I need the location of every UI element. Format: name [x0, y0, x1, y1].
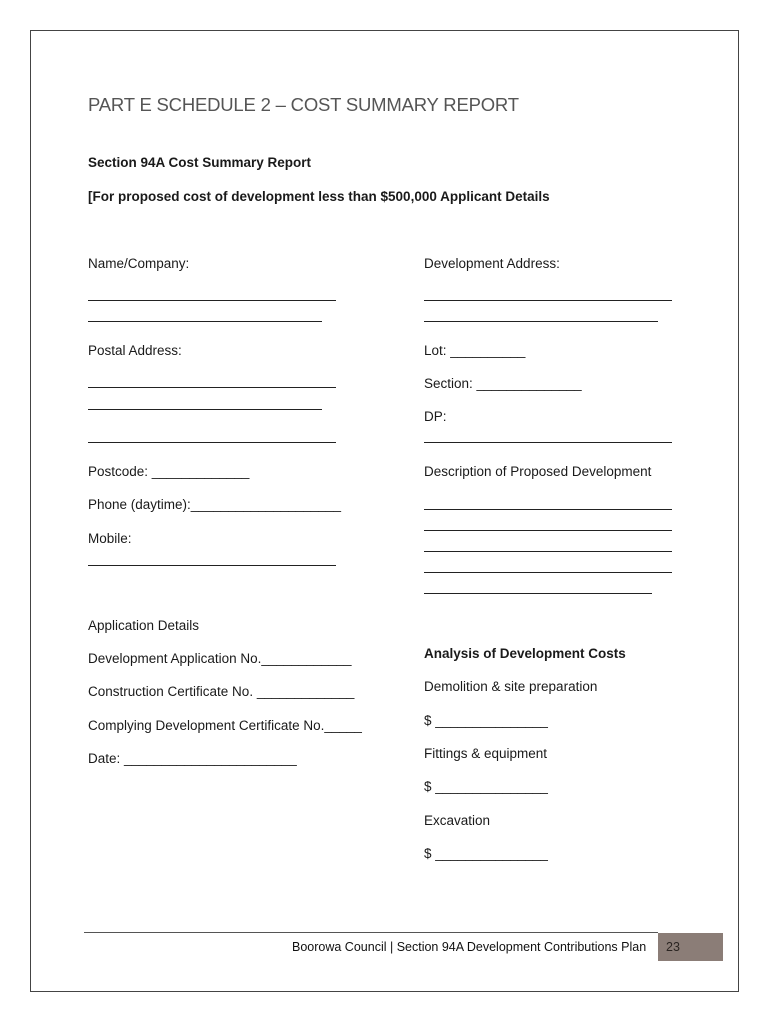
description-line-1[interactable] [424, 509, 672, 510]
fittings-amount-field[interactable]: $ _______________ [424, 779, 548, 794]
construction-certificate-field[interactable]: Construction Certificate No. _____________ [88, 684, 355, 699]
postcode-field[interactable]: Postcode: _____________ [88, 464, 250, 479]
page-number: 23 [666, 940, 680, 954]
description-label: Description of Proposed Development [424, 464, 652, 479]
section-heading: Section 94A Cost Summary Report [88, 155, 312, 170]
mobile-line[interactable] [88, 565, 336, 566]
demolition-label: Demolition & site preparation [424, 679, 598, 694]
complying-certificate-field[interactable]: Complying Development Certificate No._____ [88, 718, 362, 733]
footer-rule [84, 932, 658, 933]
postal-address-line-1[interactable] [88, 387, 336, 388]
postal-address-line-3[interactable] [88, 442, 336, 443]
development-address-line-2[interactable] [424, 321, 658, 322]
description-line-4[interactable] [424, 572, 672, 573]
dp-label: DP: [424, 409, 447, 424]
development-address-line-1[interactable] [424, 300, 672, 301]
application-details-label: Application Details [88, 618, 200, 633]
description-line-5[interactable] [424, 593, 652, 594]
fittings-label: Fittings & equipment [424, 746, 548, 761]
development-address-label: Development Address: [424, 256, 560, 271]
name-company-line-1[interactable] [88, 300, 336, 301]
section-field[interactable]: Section: ______________ [424, 376, 582, 391]
name-company-label: Name/Company: [88, 256, 190, 271]
section-subheading: [For proposed cost of development less than $500,000 Applicant Details [88, 189, 550, 204]
page-title: PART E SCHEDULE 2 – COST SUMMARY REPORT [88, 94, 519, 115]
lot-field[interactable]: Lot: __________ [424, 343, 526, 358]
development-application-field[interactable]: Development Application No.____________ [88, 651, 352, 666]
footer-text: Boorowa Council | Section 94A Development Contributions Plan [292, 940, 647, 954]
demolition-amount-field[interactable]: $ _______________ [424, 713, 548, 728]
excavation-label: Excavation [424, 813, 491, 828]
description-line-3[interactable] [424, 551, 672, 552]
page-number-box [658, 933, 723, 961]
date-field[interactable]: Date: _______________________ [88, 751, 297, 766]
excavation-amount-field[interactable]: $ _______________ [424, 846, 548, 861]
phone-field[interactable]: Phone (daytime):____________________ [88, 497, 341, 512]
dp-line[interactable] [424, 442, 672, 443]
postal-address-line-2[interactable] [88, 409, 322, 410]
name-company-line-2[interactable] [88, 321, 322, 322]
mobile-label: Mobile: [88, 531, 132, 546]
analysis-heading: Analysis of Development Costs [424, 646, 626, 661]
description-line-2[interactable] [424, 530, 672, 531]
postal-address-label: Postal Address: [88, 343, 182, 358]
